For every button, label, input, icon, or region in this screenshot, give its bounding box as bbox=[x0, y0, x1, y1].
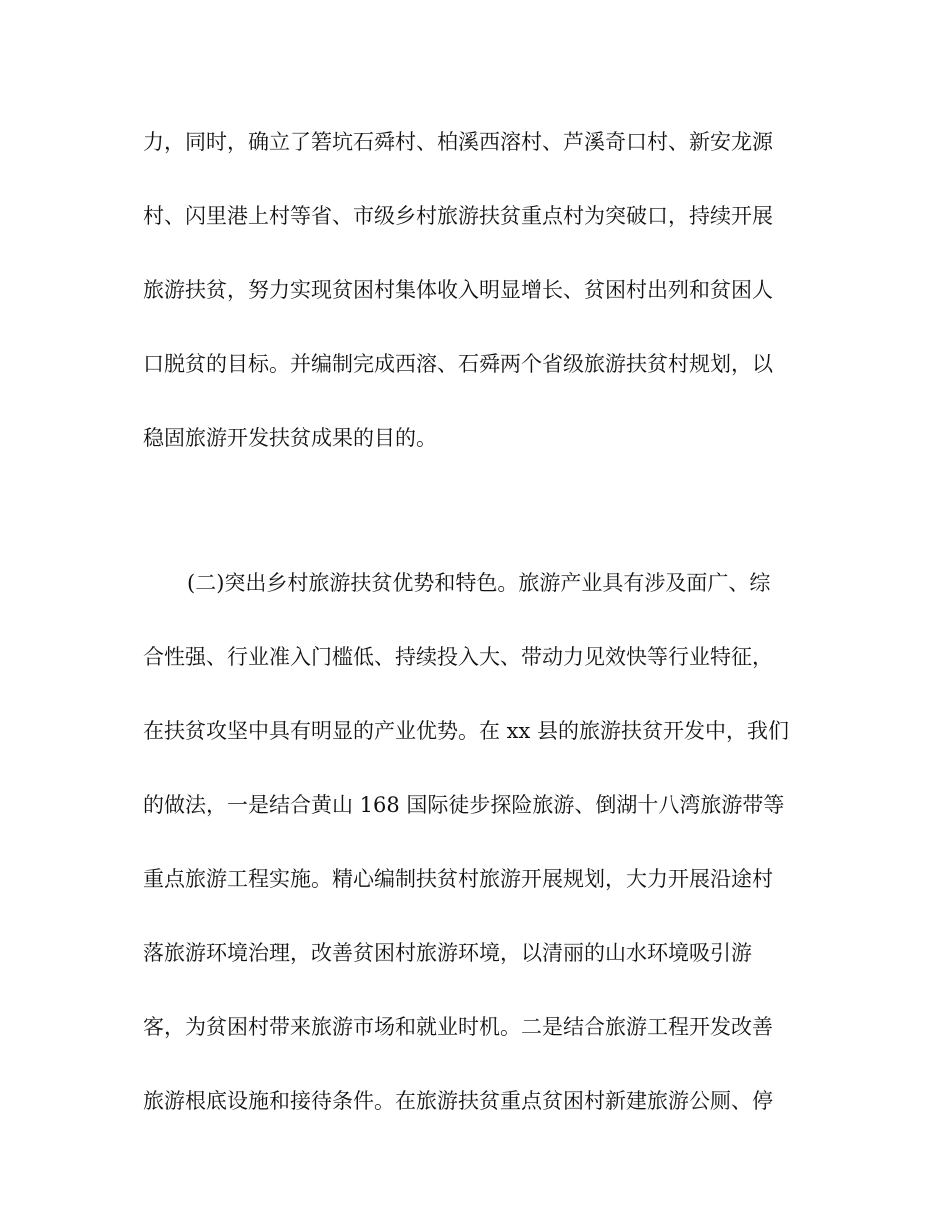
text-line: 口脱贫的目标。并编制完成西溶、石舜两个省级旅游扶贫村规划，以 bbox=[143, 352, 773, 376]
text-line: 村、闪里港上村等省、市级乡村旅游扶贫重点村为突破口，持续开展 bbox=[143, 204, 773, 228]
text-line: 合性强、行业准入门槛低、持续投入大、带动力见效快等行业特征， bbox=[143, 645, 773, 669]
text-line: 稳固旅游开发扶贫成果的目的。 bbox=[143, 426, 437, 450]
text-line: 旅游扶贫，努力实现贫困村集体收入明显增长、贫困村出列和贫困人 bbox=[143, 278, 773, 302]
text-line: 重点旅游工程实施。精心编制扶贫村旅游开展规划，大力开展沿途村 bbox=[143, 867, 773, 891]
text-line: 力，同时，确立了箬坑石舜村、柏溪西溶村、芦溪奇口村、新安龙源 bbox=[143, 130, 773, 154]
text-line: 的做法，一是结合黄山 168 国际徒步探险旅游、倒湖十八湾旅游带等 bbox=[143, 793, 785, 817]
text-line: 旅游根底设施和接待条件。在旅游扶贫重点贫困村新建旅游公厕、停 bbox=[143, 1089, 773, 1113]
text-line: 在扶贫攻坚中具有明显的产业优势。在 xx 县的旅游扶贫开发中，我们 bbox=[143, 719, 790, 743]
text-line: 落旅游环境治理，改善贫困村旅游环境，以清丽的山水环境吸引游 bbox=[143, 941, 752, 965]
text-line: (二)突出乡村旅游扶贫优势和特色。旅游产业具有涉及面广、综 bbox=[187, 571, 771, 595]
text-line: 客，为贫困村带来旅游市场和就业时机。二是结合旅游工程开发改善 bbox=[143, 1015, 773, 1039]
